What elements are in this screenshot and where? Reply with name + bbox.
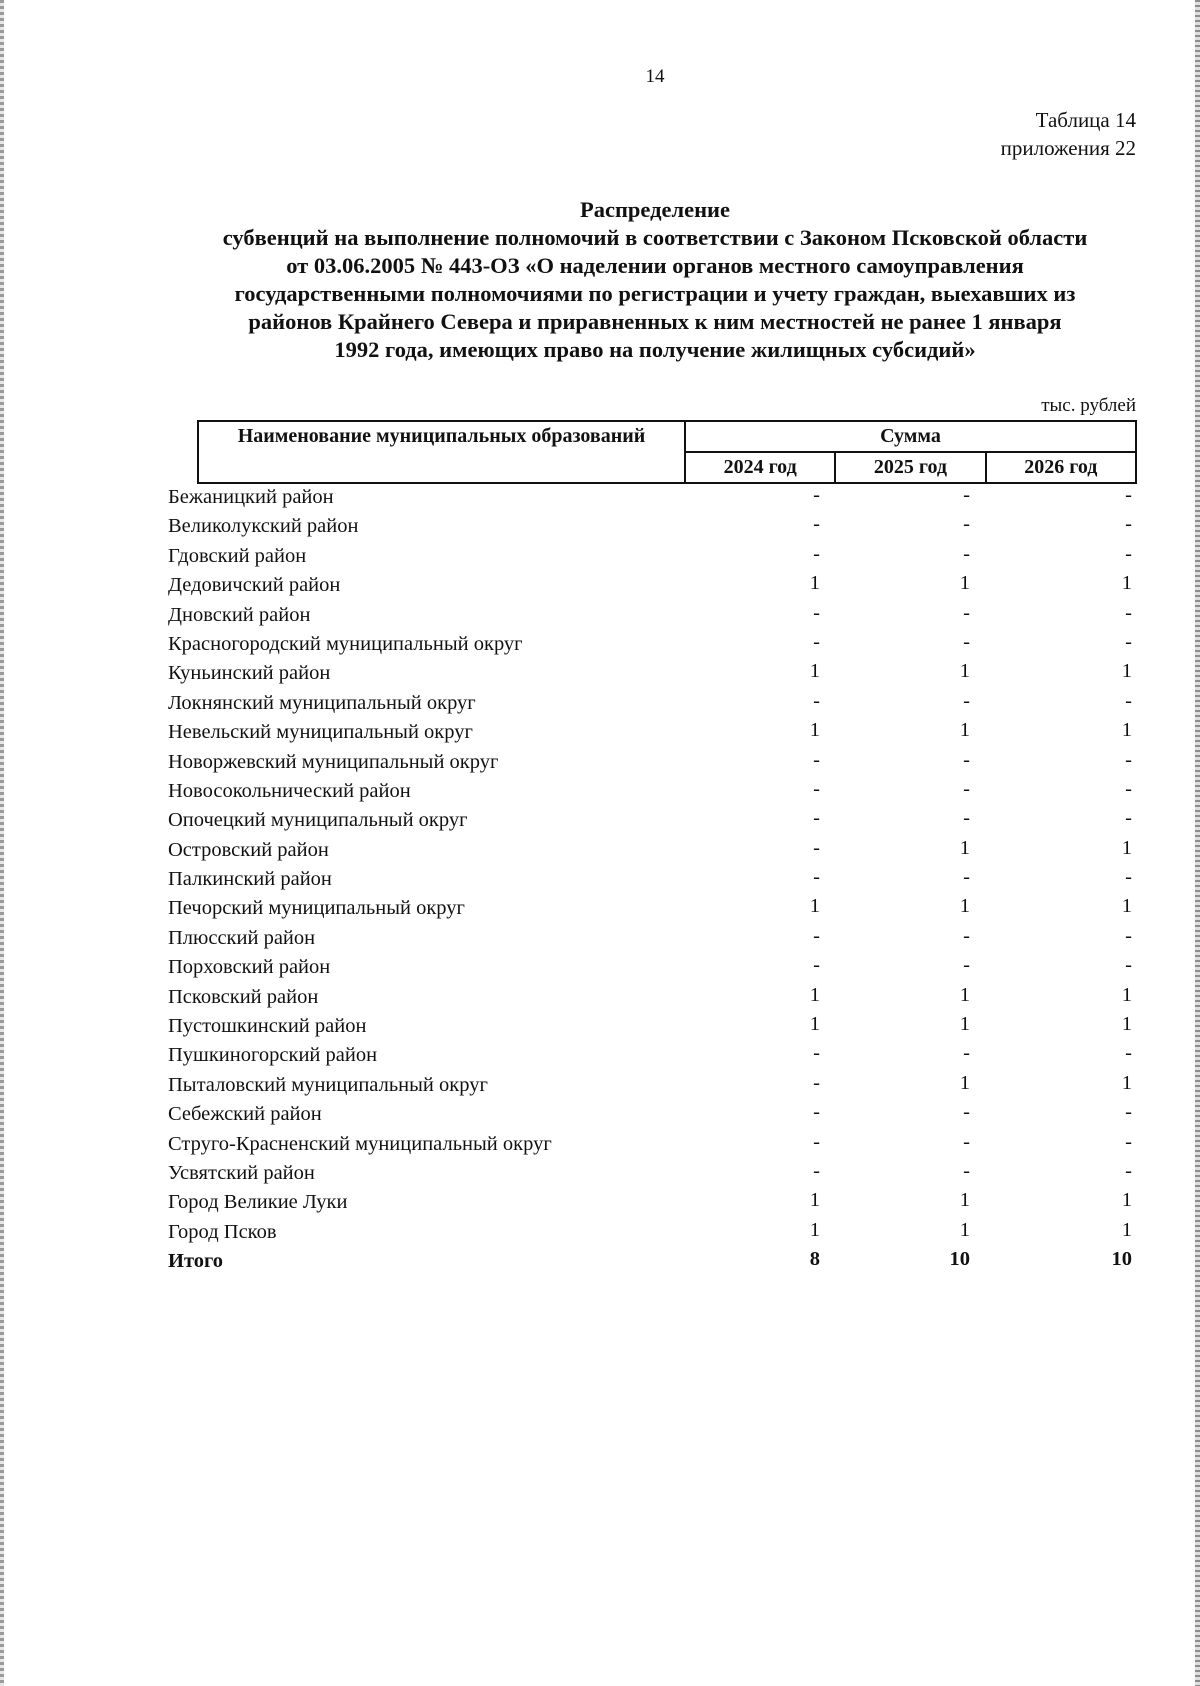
value-2026: 1 <box>1121 895 1132 918</box>
value-2024: 1 <box>809 983 820 1006</box>
value-2026: - <box>1125 954 1132 977</box>
table-row <box>168 1013 1138 1042</box>
table-row <box>168 895 1138 924</box>
value-2026: - <box>1125 1101 1132 1124</box>
value-2025: - <box>963 601 970 624</box>
table-row <box>168 484 1138 513</box>
value-2024: - <box>813 1159 820 1182</box>
table-header <box>197 420 1137 484</box>
value-2026: 1 <box>1121 1071 1132 1094</box>
table-row <box>168 984 1138 1013</box>
value-2025: 1 <box>959 660 970 683</box>
value-2024: - <box>813 601 820 624</box>
value-2025: - <box>963 1042 970 1065</box>
table-row <box>168 690 1138 719</box>
value-2024: - <box>813 924 820 947</box>
table-row <box>168 1219 1138 1248</box>
table-row <box>168 1160 1138 1189</box>
value-2025: 1 <box>959 836 970 859</box>
table-row <box>168 602 1138 631</box>
title-line-6: 1992 года, имеющих право на получение жилищных субсидий» <box>334 337 976 362</box>
value-2026: 10 <box>1111 1248 1132 1271</box>
value-2025: 1 <box>959 1071 970 1094</box>
value-2025: - <box>963 689 970 712</box>
value-2024: - <box>813 777 820 800</box>
value-2025: 1 <box>959 983 970 1006</box>
value-2026: - <box>1125 630 1132 653</box>
table-row <box>168 749 1138 778</box>
table-row <box>168 660 1138 689</box>
value-2024: 1 <box>809 660 820 683</box>
table-row <box>168 1101 1138 1130</box>
value-2025: 1 <box>959 719 970 742</box>
value-2026: - <box>1125 807 1132 830</box>
value-2026: - <box>1125 484 1132 506</box>
value-2025: - <box>963 807 970 830</box>
municipality-name: Пыталовский муниципальный округ <box>168 1073 488 1096</box>
value-2026: - <box>1125 1159 1132 1182</box>
value-2026: - <box>1125 1130 1132 1153</box>
column-header-2025: 2025 год <box>835 452 985 483</box>
title-line-2: субвенций на выполнение полномочий в соответствии с Законом Псковской области <box>222 225 1088 250</box>
table-row <box>168 1189 1138 1218</box>
value-2024: 1 <box>809 572 820 595</box>
municipality-name: Плюсский район <box>168 926 316 949</box>
municipality-name: Гдовский район <box>168 544 307 567</box>
value-2026: - <box>1125 866 1132 889</box>
table-row <box>168 1131 1138 1160</box>
value-2026: 1 <box>1121 719 1132 742</box>
value-2025: - <box>963 748 970 771</box>
value-2026: 1 <box>1121 660 1132 683</box>
title-line-1: Распределение <box>579 197 731 222</box>
municipality-name: Дедовичский район <box>168 574 341 597</box>
value-2025: 1 <box>959 1218 970 1241</box>
value-2026: - <box>1125 748 1132 771</box>
municipality-name: Дновский район <box>168 603 311 626</box>
municipality-name: Порховский район <box>168 956 331 979</box>
value-2025: - <box>963 1101 970 1124</box>
value-2024: - <box>813 748 820 771</box>
value-2026: 1 <box>1121 1189 1132 1212</box>
value-2025: 10 <box>949 1248 970 1271</box>
value-2024: - <box>813 866 820 889</box>
value-2024: 1 <box>809 1189 820 1212</box>
value-2025: - <box>963 542 970 565</box>
table-row <box>168 572 1138 601</box>
value-2025: - <box>963 513 970 536</box>
table-row <box>168 631 1138 660</box>
municipality-name: Пустошкинский район <box>168 1015 367 1038</box>
value-2025: - <box>963 777 970 800</box>
municipality-name: Бежаницкий район <box>168 486 334 508</box>
value-2026: - <box>1125 924 1132 947</box>
column-header-sum: Сумма <box>685 421 1136 452</box>
value-2026: 1 <box>1121 1218 1132 1241</box>
value-2024: 8 <box>809 1248 820 1271</box>
scan-edge-right <box>1195 0 1200 1686</box>
municipality-name: Усвятский район <box>168 1161 315 1184</box>
value-2025: - <box>963 1130 970 1153</box>
table-row <box>168 1072 1138 1101</box>
value-2026: 1 <box>1121 983 1132 1006</box>
page-number: 14 <box>645 66 665 87</box>
value-2024: - <box>813 807 820 830</box>
table-row <box>168 954 1138 983</box>
column-header-2026: 2026 год <box>986 452 1136 483</box>
value-2025: - <box>963 630 970 653</box>
value-2025: - <box>963 484 970 506</box>
total-label: Итого <box>168 1250 224 1273</box>
value-2025: 1 <box>959 572 970 595</box>
value-2024: - <box>813 630 820 653</box>
table-row <box>168 925 1138 954</box>
value-2026: 1 <box>1121 836 1132 859</box>
table-row <box>168 543 1138 572</box>
municipality-name: Красногородский муниципальный округ <box>168 632 523 655</box>
municipality-name: Локнянский муниципальный округ <box>168 691 476 714</box>
municipality-name: Псковский район <box>168 985 319 1008</box>
municipality-name: Новоржевский муниципальный округ <box>168 750 499 773</box>
value-2024: - <box>813 1071 820 1094</box>
attachment-label <box>1001 106 1136 162</box>
value-2026: - <box>1125 601 1132 624</box>
municipality-name: Невельский муниципальный округ <box>168 721 473 744</box>
total-row <box>168 1248 1138 1277</box>
municipality-name: Великолукский район <box>168 515 359 538</box>
table-label: Таблица 14 <box>1035 108 1136 132</box>
value-2024: - <box>813 954 820 977</box>
value-2025: - <box>963 1159 970 1182</box>
municipality-name: Себежский район <box>168 1103 322 1126</box>
value-2024: - <box>813 689 820 712</box>
value-2025: 1 <box>959 895 970 918</box>
title-line-5: районов Крайнего Севера и приравненных к ним местностей не ранее 1 января <box>248 309 1062 334</box>
value-2025: 1 <box>959 1189 970 1212</box>
scan-edge-left <box>0 0 4 1686</box>
title-line-3: от 03.06.2005 № 443-ОЗ «О наделении органов местного самоуправления <box>286 253 1024 278</box>
value-2024: 1 <box>809 1218 820 1241</box>
value-2026: - <box>1125 777 1132 800</box>
table-row <box>168 807 1138 836</box>
value-2024: - <box>813 542 820 565</box>
appendix-label: приложения 22 <box>1000 136 1136 160</box>
table-row <box>168 719 1138 748</box>
value-2024: 1 <box>809 719 820 742</box>
value-2024: 1 <box>809 895 820 918</box>
value-2024: - <box>813 513 820 536</box>
value-2026: - <box>1125 513 1132 536</box>
value-2025: - <box>963 954 970 977</box>
municipality-name: Новосокольнический район <box>168 779 411 802</box>
value-2024: - <box>813 1101 820 1124</box>
value-2026: 1 <box>1121 572 1132 595</box>
value-2026: - <box>1125 689 1132 712</box>
document-title <box>170 196 1140 364</box>
title-line-4: государственными полномочиями по регистрации и учету граждан, выехавших из <box>234 281 1076 306</box>
table-row <box>168 837 1138 866</box>
table-row <box>168 778 1138 807</box>
value-2024: - <box>813 1130 820 1153</box>
column-header-2024: 2024 год <box>685 452 835 483</box>
municipality-name: Опочецкий муниципальный округ <box>168 809 468 832</box>
value-2026: 1 <box>1121 1013 1132 1036</box>
value-2024: - <box>813 836 820 859</box>
value-2025: 1 <box>959 1013 970 1036</box>
units-label: тыс. рублей <box>1041 395 1136 416</box>
municipality-name: Пушкиногорский район <box>168 1044 378 1067</box>
municipality-name: Палкинский район <box>168 868 332 891</box>
municipality-name: Город Великие Луки <box>168 1191 348 1214</box>
table-body <box>168 484 1138 1278</box>
value-2025: - <box>963 924 970 947</box>
municipality-name: Город Псков <box>168 1220 277 1243</box>
value-2024: 1 <box>809 1013 820 1036</box>
municipality-name: Струго-Красненский муниципальный округ <box>168 1132 552 1155</box>
table-row <box>168 1042 1138 1071</box>
table-row <box>168 513 1138 542</box>
value-2026: - <box>1125 542 1132 565</box>
municipality-name: Куньинский район <box>168 662 331 685</box>
value-2024: - <box>813 484 820 506</box>
column-header-name: Наименование муниципальных образований <box>198 421 685 483</box>
table-row <box>168 866 1138 895</box>
municipality-name: Печорский муниципальный округ <box>168 897 465 920</box>
value-2024: - <box>813 1042 820 1065</box>
value-2025: - <box>963 866 970 889</box>
municipality-name: Островский район <box>168 838 329 861</box>
value-2026: - <box>1125 1042 1132 1065</box>
